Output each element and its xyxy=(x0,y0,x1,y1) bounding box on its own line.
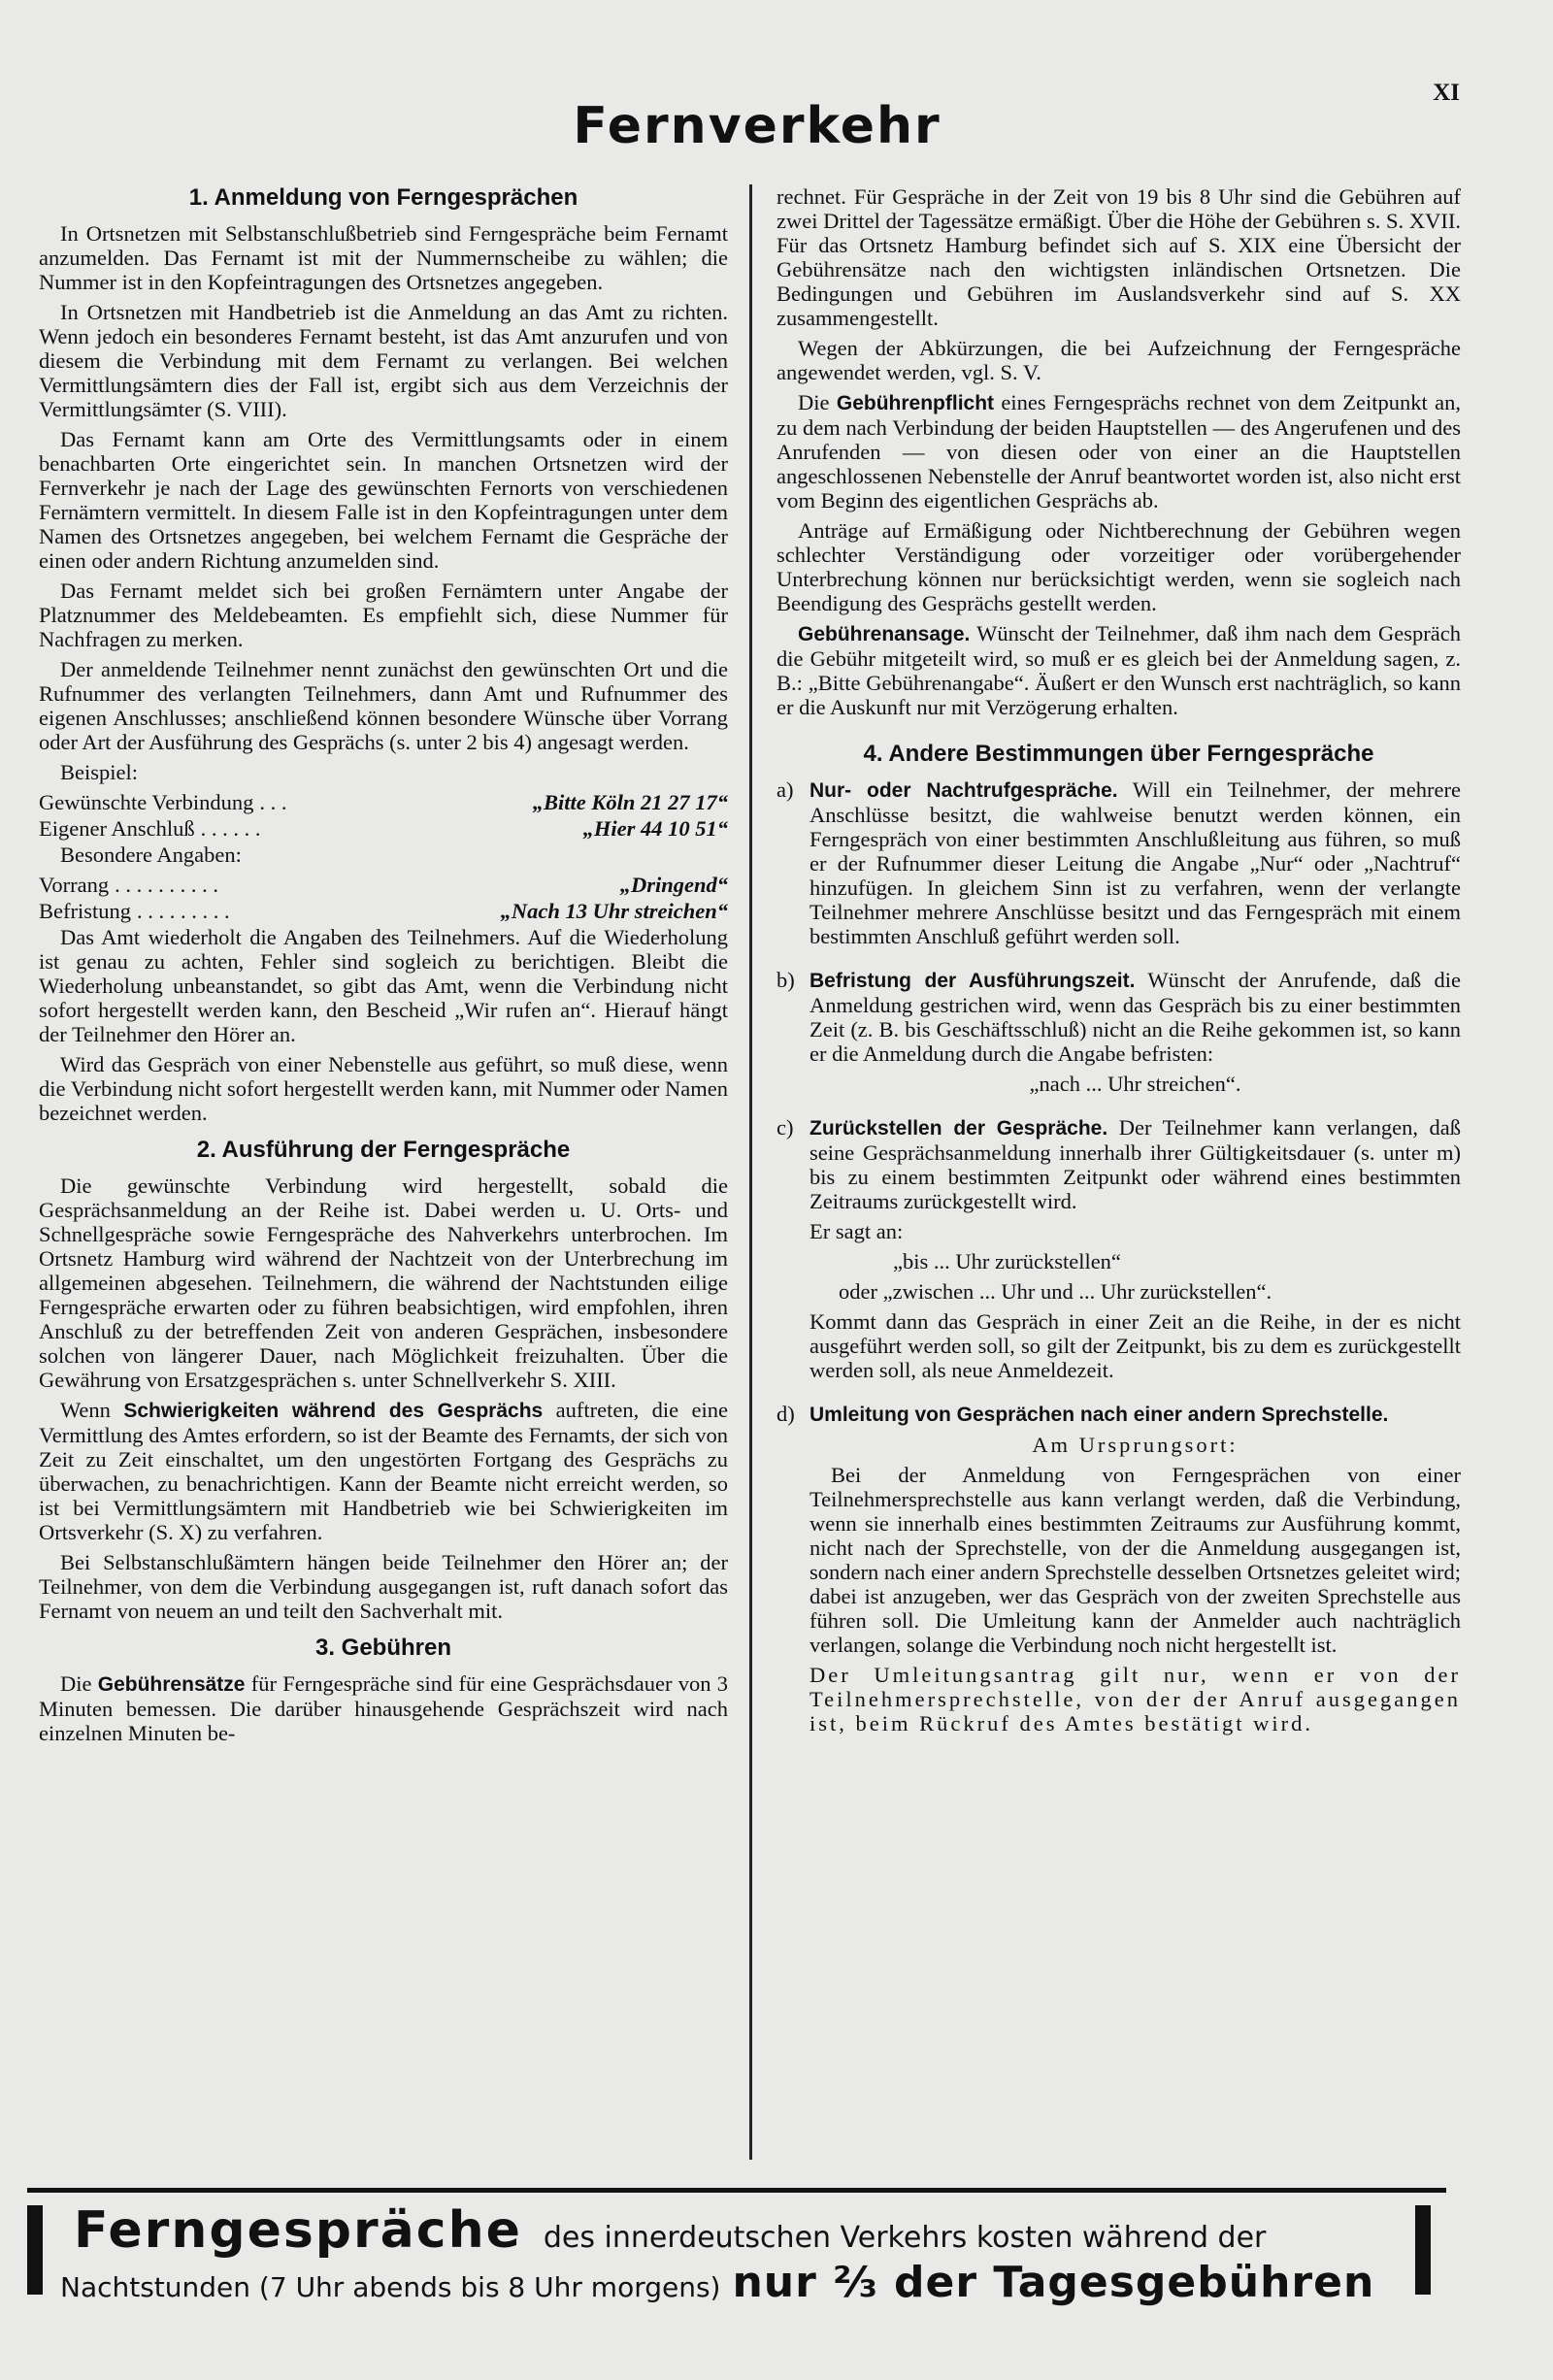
banner-line-1 xyxy=(74,2201,1404,2260)
item-heading xyxy=(810,1402,1461,1427)
s3-paragraph-2: rechnet. Für Gespräche in der Zeit von 19 bis 8 Uhr sind die Gebühren auf zwei Drittel der Tagessätze ermäßigt. Über die Höhe der Gebühren s. S. XVII. Für das Ortsnetz Hamburg befindet sich auf S. XIX eine Übersicht der Gebührensätze nach den wichtigsten inländischen Ortsnetzen. Die Bedingungen und Gebühren im Auslandsverkehr sind auf S. XX zusammengestellt. xyxy=(776,184,1461,330)
text: Wünscht der Teilnehmer, daß ihm nach dem Gespräch die Gebühr mitgeteilt wird, so muß er es gleich bei der Anmeldung sagen, z. B.: „Bitte Gebührenangabe“. Äußert er den Wunsch erst nachträglich, so kann er die Auskunft nur mit Verzögerung erhalten. xyxy=(776,621,1461,719)
example-value: „Bitte Köln 21 27 17“ xyxy=(532,790,728,814)
special-details-label: Besondere Angaben: xyxy=(60,843,242,867)
s1-paragraph-6: Das Amt wiederholt die Angaben des Teilnehmers. Auf die Wiederholung ist genau zu achten, Fehler sind sogleich zu berichtigen. Bleibt die Wiederholung unbeanstandet, so gibt das Amt, wenn die Verbindung nicht sofort hergestellt werden kann, den Bescheid „Wir rufen an“. Hierauf hängt der Teilnehmer den Hörer an. xyxy=(39,925,728,1046)
example-dots: . . . . . . . . . . xyxy=(115,873,218,897)
example-row xyxy=(39,790,728,814)
s3-paragraph-6 xyxy=(776,621,1461,719)
example-value: „Dringend“ xyxy=(619,873,728,897)
page-number: XI xyxy=(1433,80,1460,106)
section-2-heading: 2. Ausführung der Ferngespräche xyxy=(196,1137,571,1163)
example-key: Vorrang xyxy=(39,873,110,897)
s2-paragraph-1: Die gewünschte Verbindung wird hergestellt, sobald die Gesprächsanmeldung an der Reihe ist. Dabei werden u. U. Orts- und Schnellgespräche sowie Ferngespräche des Nahverkehrs unterbrochen. Im Ortsnetz Hamburg wird während der Nachtzeit von der Unterbrechung im allgemeinen abgesehen. Teilnehmern, die während der Nachtstunden eilige Ferngespräche erwarten oder zu führen beabsichtigen, wird empfohlen, ihren Anschluß zu der betreffenden Zeit von anderen Gesprächen, insbesondere solchen von längerer Dauer, nach Möglichkeit freizuhalten. Über die Gewährung von Ersatzgesprächen s. unter Schnellverkehr S. XIII. xyxy=(39,1173,728,1392)
item-a xyxy=(776,777,1461,954)
item-c xyxy=(776,1115,1461,1388)
item-label: b) xyxy=(776,968,795,992)
text: Die xyxy=(60,1671,98,1696)
banner-highlight: nur ⅔ der Tagesgebühren xyxy=(732,2258,1375,2307)
bold-term: Befristung der Ausführungszeit. xyxy=(810,970,1136,992)
s1-paragraph-3: Das Fernamt kann am Orte des Vermittlungsamts oder in einem benachbarten Orte eingerichtet sein. In manchen Ortsnetzen wird der Fernverkehr je nach der Lage des gewünschten Fernorts von verschiedenen Fernämtern vermittelt. In diesem Falle ist in den Kopfeintragungen unter dem Namen des Ortsnetzes angegeben, bei welchem Fernamt die Gespräche der einen oder andern Richtung anzumelden sind. xyxy=(39,427,728,573)
example-dots: . . . . . . . . . xyxy=(137,899,230,923)
item-b xyxy=(776,968,1461,1102)
says-label: Er sagt an: xyxy=(810,1219,904,1243)
subheading: Am Ursprungsort: xyxy=(1032,1433,1239,1457)
bold-term: Gebührenpflicht xyxy=(836,392,995,414)
text: Die xyxy=(798,390,837,414)
bold-term: Umleitung von Gesprächen nach einer andern Sprechstelle. xyxy=(810,1404,1389,1426)
s3-paragraph-3: Wegen der Abkürzungen, die bei Aufzeichnung der Ferngespräche angewendet werden, vgl. S. V. xyxy=(776,336,1461,384)
s1-paragraph-7: Wird das Gespräch von einer Nebenstelle aus geführt, so muß diese, wenn die Verbindung nicht sofort hergestellt werden kann, mit Nummer oder Namen bezeichnet werden. xyxy=(39,1052,728,1125)
s2-paragraph-3: Bei Selbstanschlußämtern hängen beide Teilnehmer den Hörer an; der Teilnehmer, von dem die Verbindung ausgegangen ist, ruft danach sofort das Fernamt von neuem an und teilt den Sachverhalt mit. xyxy=(39,1550,728,1623)
example-key: Befristung xyxy=(39,899,131,923)
example-value: „Nach 13 Uhr streichen“ xyxy=(500,899,728,923)
page-title: Fernverkehr xyxy=(573,97,942,155)
example-key: Eigener Anschluß xyxy=(39,816,195,841)
s1-paragraph-2: In Ortsnetzen mit Handbetrieb ist die Anmeldung an das Amt zu richten. Wenn jedoch ein besonderes Fernamt besteht, ist das Amt anzurufen und von diesem die Verbindung mit dem Fernamt zu verlangen. Bei welchen Vermittlungsämtern dies der Fall ist, ergibt sich aus dem Verzeichnis der Vermittlungsämter (S. VIII). xyxy=(39,300,728,421)
s1-paragraph-4: Das Fernamt meldet sich bei großen Fernämtern unter Angabe der Platznummer des Meldebeamten. Es empfiehlt sich, diese Nummer für Nachfragen zu merken. xyxy=(39,578,728,651)
item-label: c) xyxy=(776,1115,794,1140)
banner-rule xyxy=(27,2188,1446,2193)
text: Wenn xyxy=(60,1398,124,1422)
section-4-heading: 4. Andere Bestimmungen über Ferngespräche xyxy=(863,741,1374,767)
item-label: d) xyxy=(776,1402,795,1426)
text: für Ferngespräche sind für eine Gesprächsdauer von 3 Minuten bemessen. Die darüber hinausgehende Gesprächszeit wird nach einzelnen Minuten be- xyxy=(39,1671,728,1745)
example-dots: . . . xyxy=(259,790,287,814)
example-row xyxy=(39,899,728,923)
bold-term: Schwierigkeiten während des Gesprächs xyxy=(123,1400,544,1422)
text: Wünscht der Anrufende, daß die Anmeldung gestrichen wird, wenn das Gespräch bis zu einer bestimmten Zeit (z. B. bis Geschäftsschluß) nicht an die Reihe gekommen ist, so kann er die Anmeldung durch die Angabe befristen: xyxy=(810,968,1461,1066)
bold-term: Nur- oder Nachtrufgespräche. xyxy=(810,779,1118,802)
text: auftreten, die eine Vermittlung des Amtes erfordern, so ist der Beamte des Fernamts, der sich von Zeit zu Zeit einschaltet, um den ungestörten Fortgang des Gesprächs zu überwachen, zu benachrichtigen. Kann der Beamte nicht erreicht werden, so ist bei Vermittlungsämtern mit Handbetrieb wie bei Schwierigkeiten im Ortsverkehr (S. X) zu verfahren. xyxy=(39,1398,728,1544)
quote: oder „zwischen ... Uhr und ... Uhr zurückstellen“. xyxy=(839,1279,1272,1304)
item-text xyxy=(810,777,1461,948)
banner-text: Nachtstunden (7 Uhr abends bis 8 Uhr morgens) xyxy=(60,2271,721,2303)
s1-paragraph-1: In Ortsnetzen mit Selbstanschlußbetrieb sind Ferngespräche beim Fernamt anzumelden. Das Fernamt ist mit der Nummernscheibe zu wählen; die Nummer ist in den Kopfeintragungen des Ortsnetzes angegeben. xyxy=(39,221,728,294)
s3-paragraph-4 xyxy=(776,390,1461,512)
example-key: Gewünschte Verbindung xyxy=(39,790,254,814)
item-text xyxy=(810,968,1461,1066)
bold-term: Gebührenansage. xyxy=(798,623,971,645)
s2-paragraph-2 xyxy=(39,1398,728,1544)
s1-paragraph-5: Der anmeldende Teilnehmer nennt zunächst den gewünschten Ort und die Rufnummer des verlangten Teilnehmers, dann Amt und Rufnummer des eigenen Anschlusses; anschließend können besondere Wünsche über Vorrang oder Art der Ausführung des Gesprächs (s. unter 2 bis 4) angesagt werden. xyxy=(39,657,728,754)
section-1-heading: 1. Anmeldung von Ferngesprächen xyxy=(188,184,578,211)
item-label: a) xyxy=(776,777,794,802)
right-column xyxy=(776,184,1461,1755)
example-dots: . . . . . . xyxy=(200,816,261,841)
s3-paragraph-1 xyxy=(39,1671,728,1745)
item-text: Kommt dann das Gespräch in einer Zeit an die Reihe, in der es nicht ausgeführt werden soll, so gilt der Zeitpunkt, bis zu dem es zurückgestellt werden soll, als neue Anmeldezeit. xyxy=(810,1309,1461,1382)
column-divider xyxy=(749,184,752,2160)
example-label: Beispiel: xyxy=(60,760,138,784)
quote: „nach ... Uhr streichen“. xyxy=(1029,1072,1241,1096)
quote: „bis ... Uhr zurückstellen“ xyxy=(893,1249,1121,1273)
example-value: „Hier 44 10 51“ xyxy=(582,816,728,841)
s3-paragraph-5: Anträge auf Ermäßigung oder Nichtberechnung der Gebühren wegen schlechter Verständigung oder vorzeitiger oder vorübergehender Unterbrechung können nur berücksichtigt werden, wenn sie sogleich nach Beendigung des Gesprächs gestellt werden. xyxy=(776,518,1461,615)
banner-text: des innerdeutschen Verkehrs kosten während der xyxy=(543,2221,1267,2255)
text: Will ein Teilnehmer, der mehrere Anschlüsse besitzt, die wahlweise benutzt werden können, ein Ferngespräch von einer bestimmten Anschlußleitung aus führen, so muß er der Rufnummer dieser Leitung die Angabe „Nur“ oder „Nachtruf“ hinzufügen. In gleichem Sinn ist zu verfahren, wenn der verlangte Teilnehmer mehrere Anschlüsse besitzt und das Ferngespräch mit einem bestimmten Anschluß geführt werden soll. xyxy=(810,777,1461,948)
text: Der Teilnehmer kann verlangen, daß seine Gesprächsanmeldung innerhalb ihrer Gültigkeitsdauer (s. unter m) bis zu einem bestimmten Zeitpunkt oder während eines bestimmten Zeitraums zurückgestellt wird. xyxy=(810,1115,1461,1213)
banner-bar-right xyxy=(1415,2205,1431,2295)
banner-line-2 xyxy=(60,2258,1409,2307)
left-column xyxy=(39,184,728,1751)
banner-headline: Ferngespräche xyxy=(74,2201,522,2260)
item-d xyxy=(776,1402,1461,1741)
bold-term: Gebührensätze xyxy=(97,1673,246,1696)
example-row xyxy=(39,816,728,841)
item-text-spaced: Der Umleitungsantrag gilt nur, wenn er von der Teilnehmersprechstelle, von der der Anruf ausgegangen ist, beim Rückruf des Amtes bestätigt wird. xyxy=(810,1663,1461,1735)
banner-bar-left xyxy=(27,2205,43,2295)
item-text: Bei der Anmeldung von Ferngesprächen von einer Teilnehmersprechstelle aus kann verlangt werden, daß die Verbindung, wenn sie innerhalb eines bestimmten Zeitraums zur Ausführung kommt, nicht nach der Sprechstelle, von der die Anmeldung ausgegangen ist, sondern nach einer andern Sprechstelle desselben Ortsnetzes geleitet wird; dabei ist anzugeben, wer das Gespräch von der zweiten Sprechstelle aus führen soll. Die Umleitung kann der Anmelder auch nachträglich verlangen, solange die Verbindung noch nicht hergestellt ist. xyxy=(810,1463,1462,1657)
bold-term: Zurückstellen der Gespräche. xyxy=(810,1117,1108,1140)
item-text xyxy=(810,1115,1461,1213)
section-3-heading: 3. Gebühren xyxy=(314,1635,452,1661)
example-row xyxy=(39,873,728,897)
text: eines Ferngesprächs rechnet von dem Zeitpunkt an, zu dem nach Verbindung der beiden Hauptstellen — des Angerufenen und des Anrufenden — von diesen oder von einer an die Hauptstellen angeschlossenen Nebenstelle der Anruf beantwortet worden ist, also nicht erst vom Beginn des eigentlichen Gesprächs ab. xyxy=(776,390,1461,512)
